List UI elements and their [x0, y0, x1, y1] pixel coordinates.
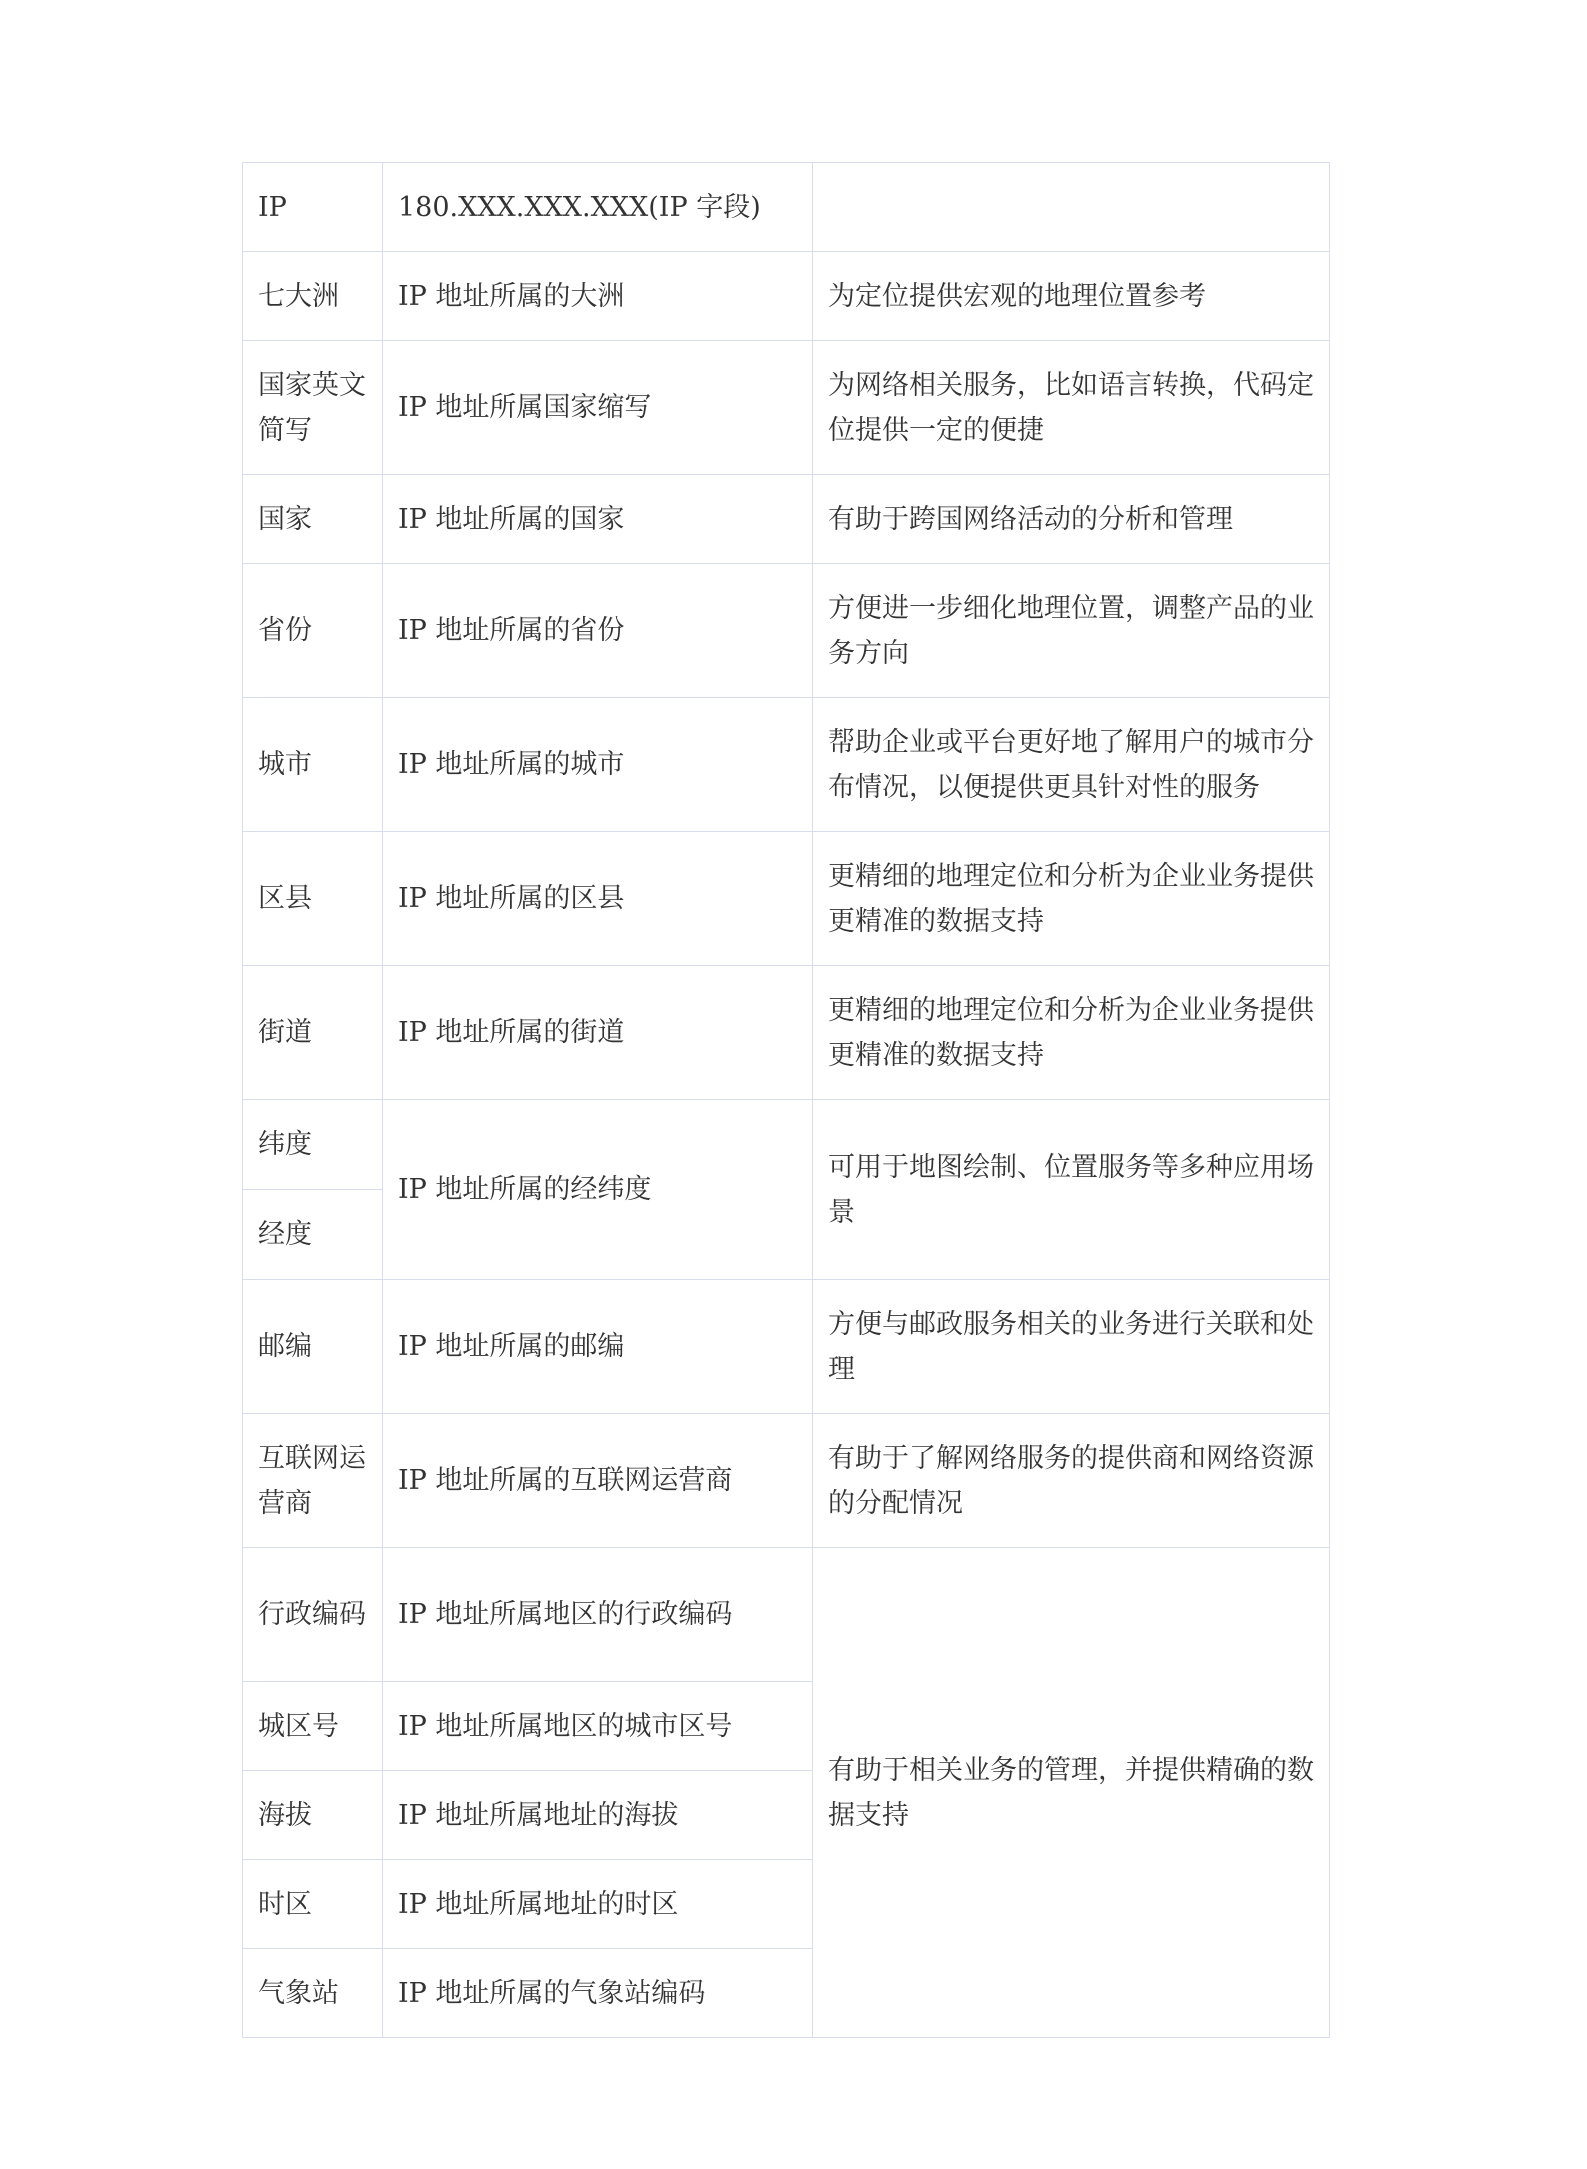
ip-field-table [242, 162, 1330, 2038]
field-desc-cell: IP 地址所属的邮编 [383, 1280, 813, 1414]
field-desc-cell: IP 地址所属地区的行政编码 [383, 1548, 813, 1682]
field-name-cell: 纬度 [243, 1100, 383, 1190]
field-purpose-cell: 有助于相关业务的管理，并提供精确的数据支持 [813, 1548, 1330, 2038]
field-name-cell: 国家英文简写 [243, 341, 383, 475]
field-desc-cell: IP 地址所属的互联网运营商 [383, 1414, 813, 1548]
table-row [243, 252, 1330, 341]
field-name-cell: 省份 [243, 564, 383, 698]
field-desc-cell: 180.XXX.XXX.XXX(IP 字段) [383, 163, 813, 252]
field-name-cell: 国家 [243, 475, 383, 564]
field-desc-cell: IP 地址所属的气象站编码 [383, 1949, 813, 2038]
field-name-cell: 街道 [243, 966, 383, 1100]
field-name-cell: 行政编码 [243, 1548, 383, 1682]
field-name-cell: 海拔 [243, 1771, 383, 1860]
field-purpose-cell: 方便与邮政服务相关的业务进行关联和处理 [813, 1280, 1330, 1414]
field-desc-cell: IP 地址所属地址的海拔 [383, 1771, 813, 1860]
field-desc-cell: IP 地址所属的区县 [383, 832, 813, 966]
field-name-cell: 城区号 [243, 1682, 383, 1771]
table-row [243, 1414, 1330, 1548]
field-desc-cell: IP 地址所属的大洲 [383, 252, 813, 341]
field-desc-cell: IP 地址所属的国家 [383, 475, 813, 564]
table-row [243, 341, 1330, 475]
field-purpose-cell: 可用于地图绘制、位置服务等多种应用场景 [813, 1100, 1330, 1280]
field-purpose-cell: 更精细的地理定位和分析为企业业务提供更精准的数据支持 [813, 832, 1330, 966]
field-desc-cell: IP 地址所属地区的城市区号 [383, 1682, 813, 1771]
table-row [243, 832, 1330, 966]
field-name-cell: 七大洲 [243, 252, 383, 341]
table-row [243, 966, 1330, 1100]
field-purpose-cell: 帮助企业或平台更好地了解用户的城市分布情况，以便提供更具针对性的服务 [813, 698, 1330, 832]
field-name-cell: 气象站 [243, 1949, 383, 2038]
table-row [243, 1548, 1330, 1682]
field-purpose-cell: 方便进一步细化地理位置，调整产品的业务方向 [813, 564, 1330, 698]
field-name-cell: IP [243, 163, 383, 252]
field-purpose-cell [813, 163, 1330, 252]
field-name-cell: 互联网运营商 [243, 1414, 383, 1548]
table-row [243, 698, 1330, 832]
table-row [243, 475, 1330, 564]
field-name-cell: 经度 [243, 1190, 383, 1280]
field-desc-cell: IP 地址所属的城市 [383, 698, 813, 832]
table-row [243, 1280, 1330, 1414]
field-purpose-cell: 为网络相关服务，比如语言转换，代码定位提供一定的便捷 [813, 341, 1330, 475]
field-desc-cell: IP 地址所属的省份 [383, 564, 813, 698]
field-desc-cell: IP 地址所属的街道 [383, 966, 813, 1100]
table-row [243, 564, 1330, 698]
field-desc-cell: IP 地址所属的经纬度 [383, 1100, 813, 1280]
field-name-cell: 城市 [243, 698, 383, 832]
field-purpose-cell: 有助于了解网络服务的提供商和网络资源的分配情况 [813, 1414, 1330, 1548]
field-purpose-cell: 有助于跨国网络活动的分析和管理 [813, 475, 1330, 564]
field-name-cell: 区县 [243, 832, 383, 966]
table-row [243, 163, 1330, 252]
field-name-cell: 邮编 [243, 1280, 383, 1414]
field-desc-cell: IP 地址所属国家缩写 [383, 341, 813, 475]
table-row [243, 1100, 1330, 1190]
field-desc-cell: IP 地址所属地址的时区 [383, 1860, 813, 1949]
field-purpose-cell: 更精细的地理定位和分析为企业业务提供更精准的数据支持 [813, 966, 1330, 1100]
field-purpose-cell: 为定位提供宏观的地理位置参考 [813, 252, 1330, 341]
field-name-cell: 时区 [243, 1860, 383, 1949]
